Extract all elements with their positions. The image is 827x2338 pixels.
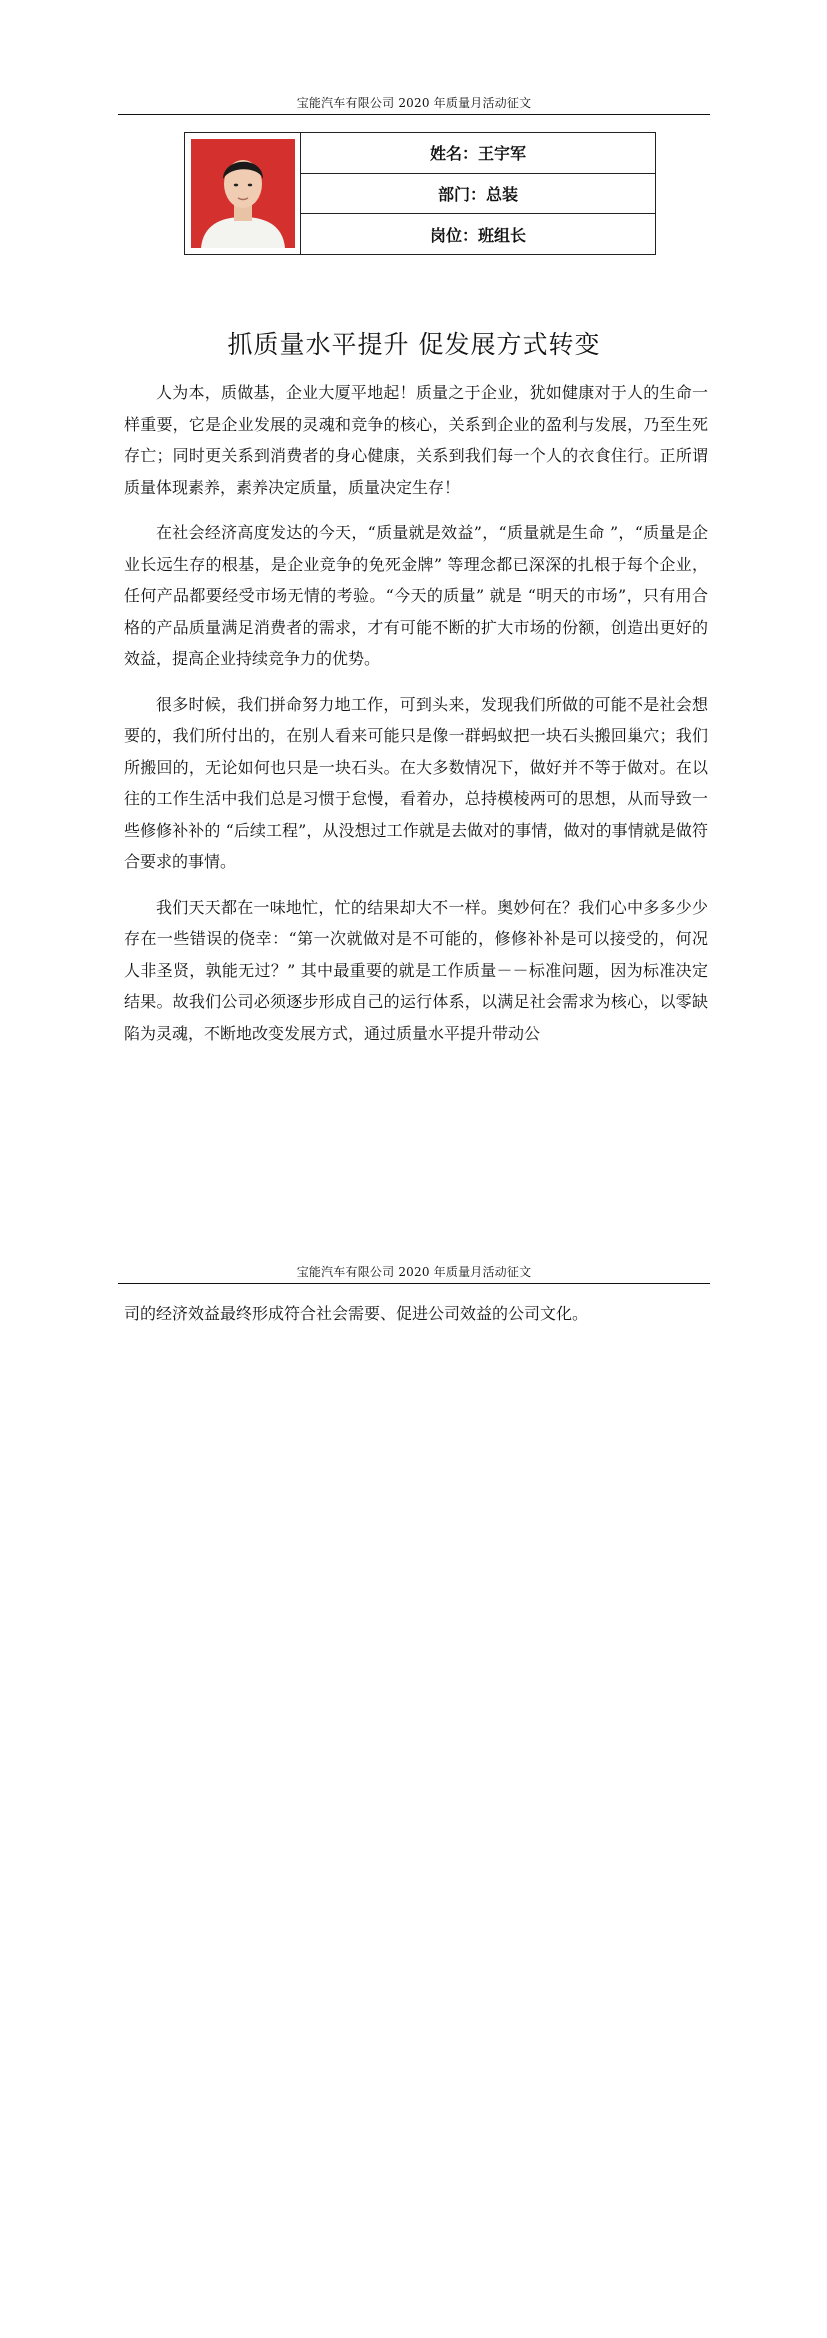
article-body [124,377,708,1063]
paragraph: 我们天天都在一味地忙，忙的结果却大不一样。奥妙何在？我们心中多多少少存在一些错误的侥幸：“第一次就做对是不可能的，修修补补是可以接受的，何况人非圣贤，孰能无过？” 其中最重要的就是工作质量－－标准问题，因为标准决定结果。故我们公司必须逐步形成自己的运行体系，以满足社会需求为核心，以零缺陷为灵魂，不断地改变发展方式，通过质量水平提升带动公 [124,897,708,1043]
paragraph: 人为本，质做基，企业大厦平地起！质量之于企业，犹如健康对于人的生命一样重要，它是企业发展的灵魂和竞争的核心，关系到企业的盈利与发展，乃至生死存亡；同时更关系到消费者的身心健康，关系到我们每一个人的衣食住行。正所谓质量体现素养，素养决定质量，质量决定生存！ [124,383,708,497]
portrait-image [191,139,295,248]
profile-photo [191,139,295,248]
photo-cell [185,133,301,254]
article-body-continued [124,1298,708,1344]
profile-table [184,132,656,255]
paragraph: 在社会经济高度发达的今天，“质量就是效益”，“质量就是生命 ”，“质量是企业长远生存的根基，是企业竞争的免死金牌” 等理念都已深深的扎根于每个企业，任何产品都要经受市场无情的考验。“今天的质量” 就是 “明天的市场”，只有用合格的产品质量满足消费者的需求，才有可能不断的扩大市场的份额，创造出更好的效益，提高企业持续竞争力的优势。 [124,523,708,668]
profile-fields [301,133,655,254]
page-header-2: 宝能汽车有限公司 2020 年质量月活动征文 [118,1263,710,1284]
article-title: 抓质量水平提升 促发展方式转变 [227,330,601,359]
paragraph-continuation: 司的经济效益最终形成符合社会需要、促进公司效益的公司文化。 [124,1304,589,1323]
position-field: 岗位：班组长 [429,225,526,245]
page-header: 宝能汽车有限公司 2020 年质量月活动征文 [118,94,710,115]
name-field: 姓名：王宇军 [301,133,655,174]
paragraph: 很多时候，我们拼命努力地工作，可到头来，发现我们所做的可能不是社会想要的，我们所付出的，在别人看来可能只是像一群蚂蚁把一块石头搬回巢穴；我们所搬回的，无论如何也只是一块石头。在大多数情况下，做好并不等于做对。在以往的工作生活中我们总是习惯于怠慢，看着办，总持模棱两可的思想，从而导致一些修修补补的 “后续工程”，从没想过工作就是去做对的事情，做对的事情就是做符合要求的事情。 [124,694,708,871]
department-field: 部门：总装 [301,174,655,215]
